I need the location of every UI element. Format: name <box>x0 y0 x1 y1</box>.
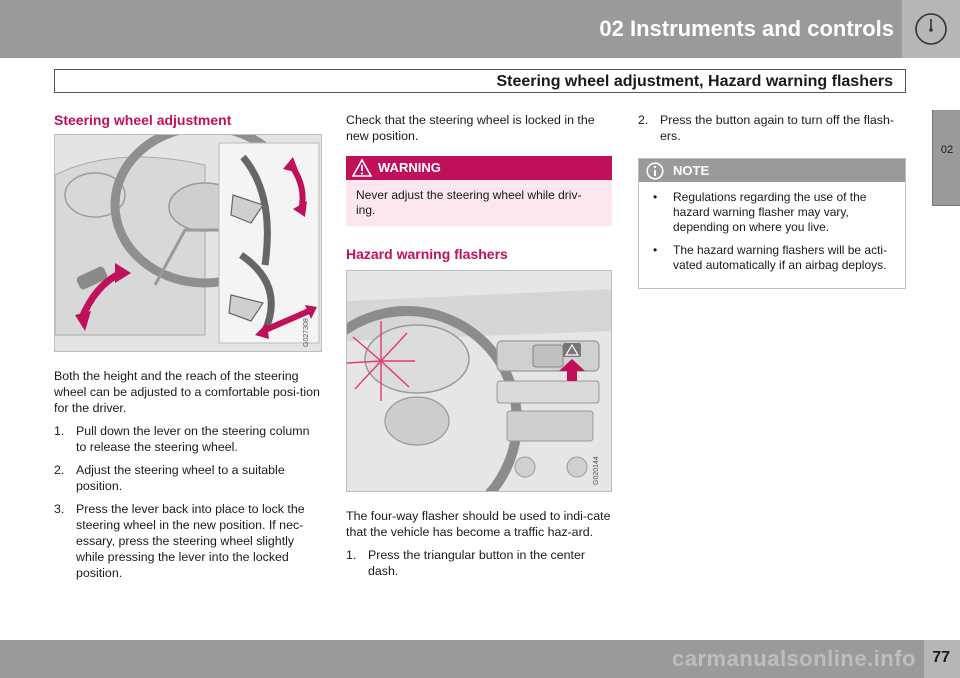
page-number: 77 <box>932 649 950 666</box>
page-number-box <box>924 640 960 678</box>
warning-box <box>346 156 612 226</box>
note-body <box>639 182 905 288</box>
hazard-figure-code: G020144 <box>593 456 600 485</box>
steering-figure <box>54 134 322 352</box>
list-item: 2. Adjust the steering wheel to a suitable position. <box>54 463 285 493</box>
chapter-title: 02 Instruments and controls <box>599 16 894 41</box>
hazard-heading: Hazard warning flashers <box>346 246 508 262</box>
column-note <box>638 112 906 289</box>
hazard-steps-continued <box>638 112 906 144</box>
hazard-steps <box>346 547 612 579</box>
speedometer-gauge-icon <box>913 11 949 47</box>
section-title: Steering wheel adjustment, Hazard warning flashers <box>496 73 893 90</box>
column-steering <box>54 112 322 588</box>
gauge-box <box>902 0 960 58</box>
watermark: carmanualsonline.info <box>672 646 916 671</box>
list-item: 2. Press the button again to turn off the flash-ers. <box>638 113 894 143</box>
note-label: NOTE <box>673 163 710 178</box>
list-item: 3. Press the lever back into place to lock the steering wheel in the new position. If nec-essary, press the steering wheel slightly while pressing the lever into the locked position. <box>54 502 305 580</box>
steering-figure-code: G027308 <box>303 318 310 347</box>
steering-steps <box>54 423 322 581</box>
note-header <box>639 159 905 182</box>
warning-label: WARNING <box>378 160 441 175</box>
list-item: • Regulations regarding the use of the hazard warning flasher may vary, depending on where you live. <box>653 190 867 234</box>
list-item: 1. Press the triangular button in the center dash. <box>346 548 585 578</box>
chapter-tab-label: 02 <box>940 144 954 156</box>
list-item: • The hazard warning flashers will be acti-vated automatically if an airbag deploys. <box>653 243 888 272</box>
column-hazard <box>346 112 612 586</box>
footer-bar <box>0 640 960 678</box>
check-text: Check that the steering wheel is locked in the new position. <box>346 113 595 143</box>
section-header <box>54 69 906 93</box>
note-box <box>638 158 906 289</box>
steering-illustration <box>55 135 322 352</box>
warning-text: Never adjust the steering wheel while driv-ing. <box>356 188 582 217</box>
info-icon <box>646 162 664 180</box>
steering-heading: Steering wheel adjustment <box>54 112 232 128</box>
chapter-header-bar <box>0 0 960 58</box>
chapter-tab[interactable] <box>932 110 960 206</box>
hazard-figure <box>346 270 612 492</box>
list-item: 1. Pull down the lever on the steering column to release the steering wheel. <box>54 424 310 454</box>
hazard-illustration <box>347 271 612 492</box>
warning-triangle-icon <box>352 159 372 177</box>
warning-header <box>346 156 612 180</box>
note-bullets <box>647 190 895 273</box>
steering-intro: Both the height and the reach of the steering wheel can be adjusted to a comfortable posi-tion for the driver. <box>54 369 320 415</box>
hazard-intro: The four-way flasher should be used to indi-cate that the vehicle has become a traffic haz-ard. <box>346 509 611 539</box>
